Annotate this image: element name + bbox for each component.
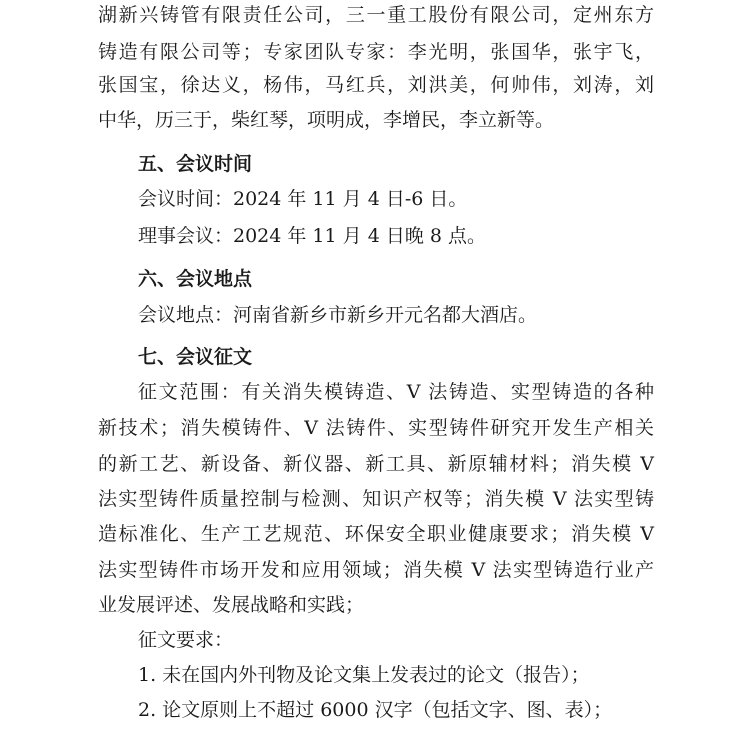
requirement-item-1: 1. 未在国内外刊物及论文集上发表过的论文（报告）；: [138, 664, 590, 686]
section7-heading: 七、会议征文: [138, 346, 253, 368]
scope-line-6: 法实型铸件市场开发和应用领域；消失模 V 法实型铸造行业产: [98, 559, 654, 581]
meeting-time: 会议时间：2024 年 11 月 4 日-6 日。: [138, 188, 468, 210]
section6-heading: 六、会议地点: [138, 268, 253, 290]
organizers-line-1: 湖新兴铸管有限责任公司，三一重工股份有限公司，定州东方: [98, 4, 654, 26]
organizers-line-3: 张国宝，徐达义，杨伟，马红兵，刘洪美，何帅伟，刘涛，刘: [98, 74, 654, 96]
meeting-location: 会议地点：河南省新乡市新乡开元名都大酒店。: [138, 304, 538, 326]
organizers-line-2: 铸造有限公司等；专家团队专家：李光明，张国华，张宇飞，: [98, 41, 654, 63]
requirements-title: 征文要求：: [138, 629, 234, 651]
scope-line-5: 造标准化、生产工艺规范、环保安全职业健康要求；消失模 V: [98, 523, 654, 545]
scope-line-7: 业发展评述、发展战略和实践；: [98, 594, 365, 616]
scope-line-1: 征文范围：有关消失模铸造、V 法铸造、实型铸造的各种: [138, 381, 654, 403]
section5-heading: 五、会议时间: [138, 153, 253, 175]
scope-line-3: 的新工艺、新设备、新仪器、新工具、新原辅材料；消失模 V: [98, 453, 654, 475]
requirement-item-2: 2. 论文原则上不超过 6000 汉字（包括文字、图、表）；: [138, 699, 613, 721]
organizers-line-4: 中华，历三于，柴红琴，项明成，李增民，李立新等。: [98, 109, 555, 131]
council-meeting-time: 理事会议：2024 年 11 月 4 日晚 8 点。: [138, 225, 486, 247]
scope-line-2: 新技术；消失模铸件、V 法铸件、实型铸件研究开发生产相关: [98, 417, 654, 439]
scope-line-4: 法实型铸件质量控制与检测、知识产权等；消失模 V 法实型铸: [98, 488, 654, 510]
